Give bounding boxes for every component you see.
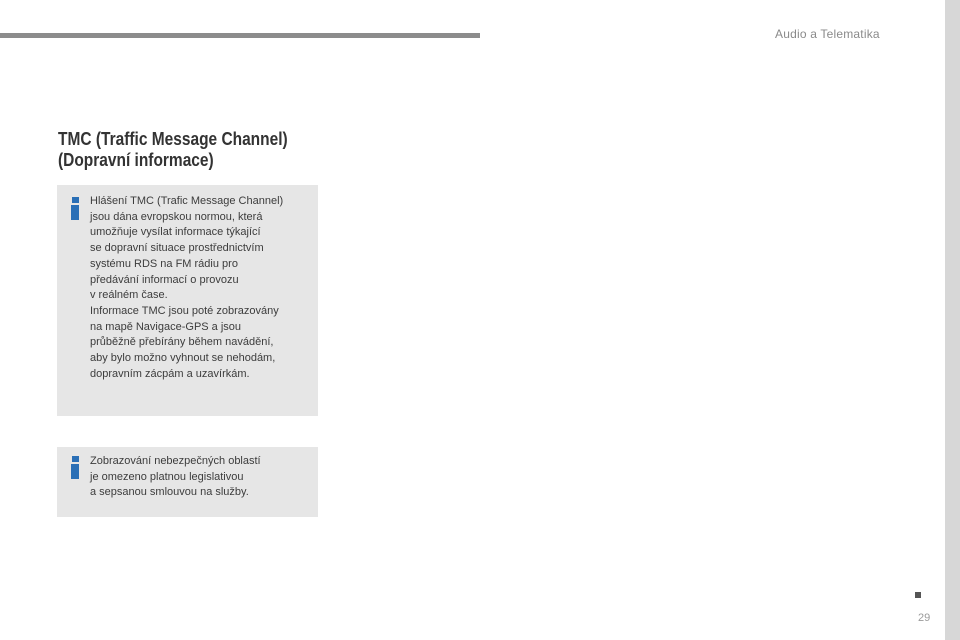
info-line: průběžně přebírány během navádění, <box>90 336 274 349</box>
info-line: Hlášení TMC (Trafic Message Channel) <box>90 195 284 207</box>
info-line: v reálném čase. <box>90 289 168 302</box>
info-line: Informace TMC jsou poté zobrazovány <box>90 304 279 317</box>
info-icon <box>71 197 79 220</box>
info-line: Zobrazování nebezpečných oblastí <box>90 455 261 467</box>
info-text <box>90 194 315 382</box>
header-rule <box>0 33 480 38</box>
info-line: umožňuje vysílat informace týkající <box>90 226 261 239</box>
info-line: na mapě Navigace-GPS a jsou <box>90 320 242 333</box>
info-line: je omezeno platnou legislativou <box>90 470 244 483</box>
section-header-label: Audio a Telematika <box>775 27 880 41</box>
page-title <box>58 129 288 171</box>
side-margin-strip <box>945 0 960 640</box>
info-line: aby bylo možno vyhnout se nehodám, <box>90 352 276 365</box>
title-line: (Dopravní informace) <box>58 150 214 170</box>
info-box-danger-zones <box>57 447 318 517</box>
page-marker <box>915 592 921 598</box>
info-line: jsou dána evropskou normou, která <box>90 210 263 223</box>
info-line: předávání informací o provozu <box>90 273 239 286</box>
info-line: a sepsanou smlouvou na služby. <box>90 486 249 499</box>
info-line: se dopravní situace prostřednictvím <box>90 242 264 255</box>
info-line: systému RDS na FM rádiu pro <box>90 257 238 270</box>
info-box-tmc <box>57 185 318 416</box>
page-number: 29 <box>918 612 931 624</box>
info-icon <box>71 456 79 479</box>
title-line: TMC (Traffic Message Channel) <box>58 129 288 149</box>
info-line: dopravním zácpám a uzavírkám. <box>90 367 250 380</box>
info-text <box>90 454 315 501</box>
